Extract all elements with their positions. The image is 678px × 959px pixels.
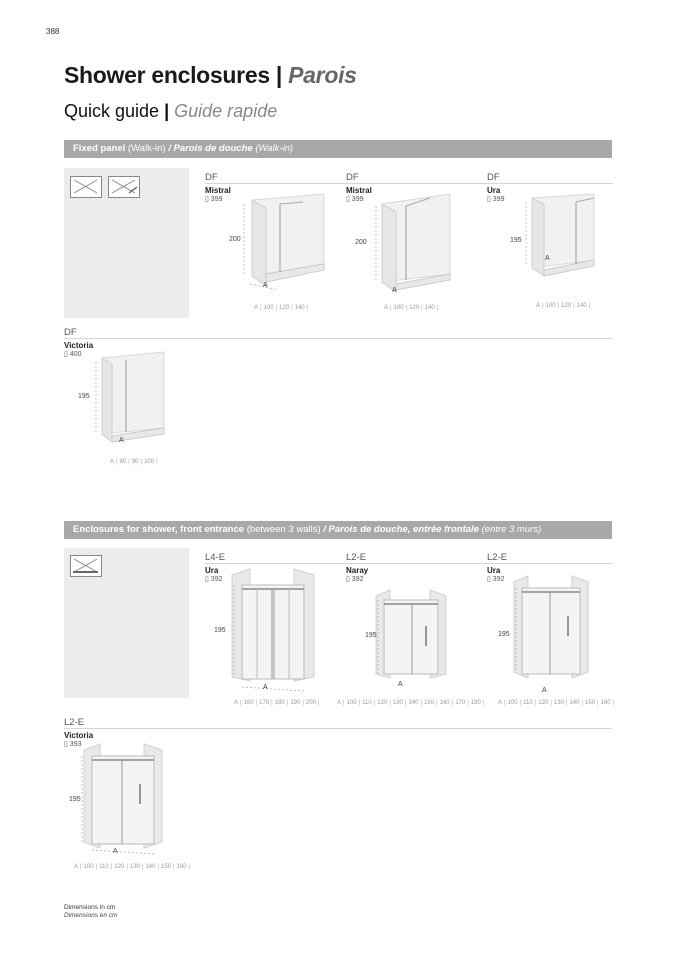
page-ref-number: 400 [69,351,82,358]
product-name: Mistral [205,186,231,195]
width-options: A | 100 | 120 | 140 | [536,303,591,309]
footnote [64,904,117,920]
width-options: A | 100 | 120 | 140 | [384,305,439,311]
category-icon-panel [64,168,189,318]
height-label: 195 [214,627,226,634]
fixed-panel-icon [70,176,102,198]
width-options: A | 100 | 120 | 140 | [254,305,309,311]
product-name: Ura [487,186,501,195]
width-label: A [263,282,268,289]
footnote-en: Dimensions in cm [64,904,116,911]
product-name: Ura [205,566,219,575]
height-label: 200 [229,236,241,243]
product-divider [64,728,612,729]
section-title-note: (Walk-in) [127,143,166,154]
title-separator: | [275,62,283,88]
product-page-ref: ▯ 399 [346,196,364,203]
section-title: Enclosures for shower, front entrance [73,524,245,535]
product-divider [205,183,613,184]
width-label: A [398,681,403,688]
product-page-ref: ▯ 392 [487,576,505,583]
height-label: 195 [510,237,522,244]
product-drawing [228,565,320,693]
height-label: 195 [498,631,510,638]
subtitle-separator: | [164,101,170,121]
product-code: L2-E [64,717,85,728]
page-subtitle [64,101,277,122]
width-options: A | 100 | 110 | 120 | 130 | 140 | 150 | 160 | [498,700,615,706]
footnote-fr: Dimensions en cm [64,912,118,919]
height-label: 195 [365,632,377,639]
section-title: Fixed panel [73,143,126,154]
width-label: A [263,684,268,691]
product-drawing [372,586,452,686]
title-main: Shower enclosures [64,62,270,88]
product-page-ref: ▯ 392 [205,576,223,583]
subtitle-main: Quick guide [64,101,160,121]
product-name: Ura [487,566,501,575]
product-name: Victoria [64,341,94,350]
page-ref-number: 392 [210,576,223,583]
section-front-entrance-header [64,521,612,539]
section-title-alt: / Parois de douche [168,143,253,154]
product-code: DF [346,172,359,183]
product-drawing [92,348,172,448]
product-name: Naray [346,566,369,575]
section-title-note: (between 3 walls) [246,524,321,535]
product-drawing [78,740,170,856]
product-name: Victoria [64,731,94,740]
width-options: A | 80 | 90 | 100 | [110,459,158,465]
subtitle-alt: Guide rapide [174,101,278,121]
product-drawing [510,572,594,688]
height-label: 200 [355,239,367,246]
category-icon-panel [64,548,189,698]
title-alt: Parois [288,62,357,88]
product-page-ref: ▯ 393 [64,741,82,748]
product-drawing [228,190,332,290]
section-title-alt: / Parois de douche, entrée frontale [323,524,479,535]
product-divider [64,338,612,339]
product-page-ref: ▯ 400 [64,351,82,358]
product-name: Mistral [346,186,372,195]
width-label: A [542,687,547,694]
fixed-panel-angled-icon [108,176,140,198]
width-label: A [392,287,397,294]
height-label: 195 [78,393,90,400]
section-title-alt-note: (entre 3 murs) [481,524,542,535]
product-code: DF [205,172,218,183]
page-ref-number: 399 [492,196,505,203]
width-options: A | 160 | 170 | 180 | 190 | 200 | [234,700,320,706]
product-page-ref: ▯ 399 [487,196,505,203]
width-options: A | 100 | 110 | 120 | 130 | 140 | 150 | 160 | 170 | 180 | [337,700,485,706]
width-label: A [113,848,118,855]
page-ref-number: 392 [351,576,364,583]
product-drawing [370,190,460,295]
product-code: L4-E [205,552,226,563]
section-fixed-panel-header [64,140,612,158]
width-label: A [119,437,124,444]
product-page-ref: ▯ 399 [205,196,223,203]
page-ref-number: 392 [492,576,505,583]
product-drawing [520,190,600,280]
product-code: L2-E [346,552,367,563]
page-ref-number: 399 [351,196,364,203]
height-label: 195 [69,796,81,803]
product-page-ref: ▯ 392 [346,576,364,583]
page-ref-number: 393 [69,741,82,748]
page-title [64,62,357,89]
product-divider [205,563,613,564]
front-entrance-icon [70,555,102,577]
width-options: A | 100 | 110 | 120 | 130 | 140 | 150 | 160 | [74,864,191,870]
width-label: A [545,255,550,262]
product-code: DF [64,327,77,338]
page-ref-number: 399 [210,196,223,203]
section-title-alt-note: (Walk-in) [255,143,294,154]
product-code: L2-E [487,552,508,563]
product-code: DF [487,172,500,183]
page-number: 388 [46,27,60,36]
